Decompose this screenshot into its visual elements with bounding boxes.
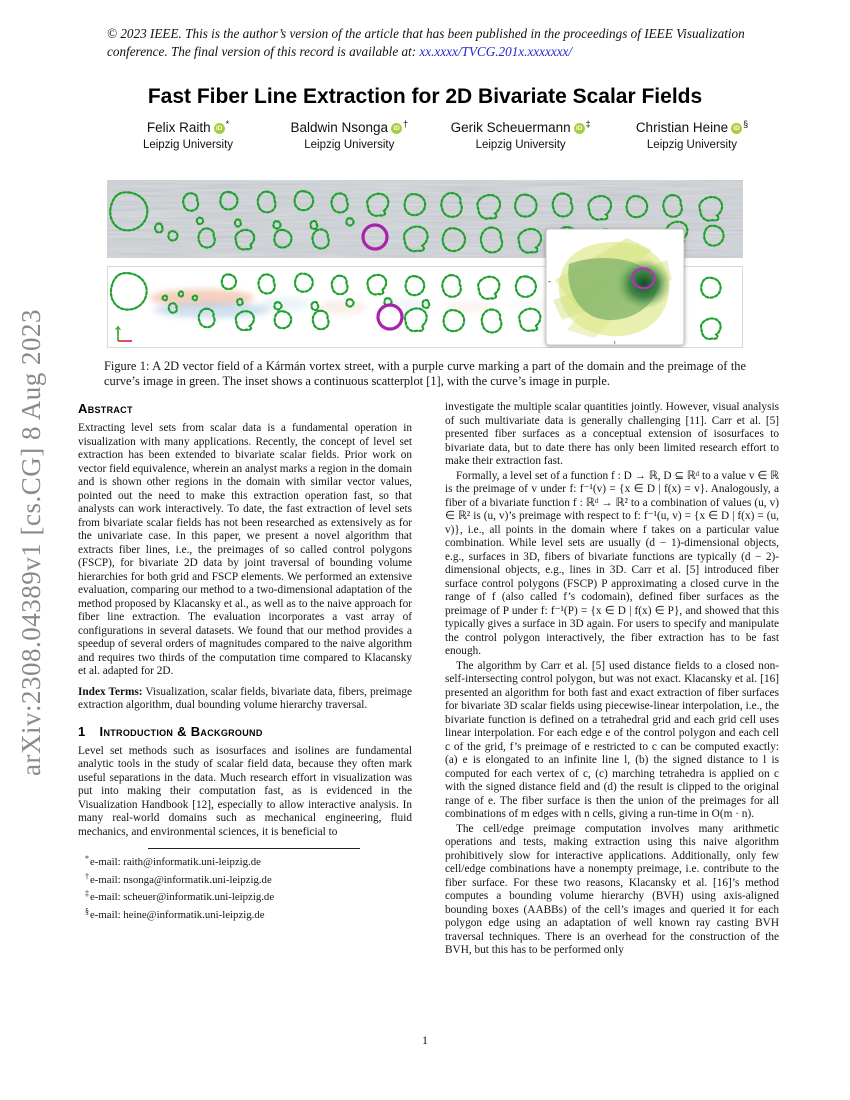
footnote-marker: § [85,907,89,917]
figure-caption-text: A 2D vector field of a Kármán vortex street, with a purple curve marking a part of the domain and the preimage of the curve’s image in green. The inset shows a continuous scatterplot [1], with the curve’s image in purple. [104,359,747,389]
arxiv-watermark: arXiv:2308.04389v1 [cs.CG] 8 Aug 2023 [16,309,46,777]
author-affiliation: Leipzig University [304,139,395,151]
author-1 [128,119,248,151]
footnote-marker: ‡ [85,889,89,899]
figure-caption [104,359,746,390]
footnote-4 [78,905,412,923]
index-terms [78,686,412,713]
orcid-icon[interactable]: iD [214,123,225,134]
footnote-3 [78,887,412,905]
copyright-notice [107,25,747,61]
body-paragraph: investigate the multiple scalar quantities jointly. However, visual analysis of such multivariate data is generally challenging [11]. Carr et al. [5] presented fiber surfaces as a conceptual extension of isosurfaces to bivariate data, but to date there has only been limited research effort to make their extraction fast. [445,401,779,467]
orcid-icon[interactable]: iD [574,123,585,134]
figure-1 [107,180,743,348]
footnote-text: e-mail: heine@informatik.uni-leipzig.de [90,909,265,922]
body-paragraph: The algorithm by Carr et al. [5] used distance fields to a closed non-self-intersecting control polygon, but was not exact. Klacansky et al. [16] presented an algorithm for both fast and exact extraction of fiber surfaces for bivariate 3D scalar fields using piecewise-linear interpolation, i.e., the bivariate function is defined on a tetrahedral grid and each grid cell uses linear interpolation. For each edge e of the control polygon and each cell c of the grid, f’s preimage of e restricted to c can be computed exactly: (a) e is elongated to an infinite line l, (b) the signed distance to l is computed for each vertex of c, (c) marching tetrahedra is applied on c with the signed distance field and (d) the result is clipped to the original range of e. The fiber surface is then the union of the preimages for all combinations of m edges with n cells, giving a run-time in O(m · n). [445,659,779,820]
left-column [78,401,412,923]
author-affiliation: Leipzig University [142,139,234,151]
author-name: Christian Heine [635,120,729,135]
author-2 [289,119,409,151]
author-affiliation: Leipzig University [475,139,566,151]
abstract-heading: Abstract [78,401,133,416]
footnote-marker: § [743,119,749,129]
author-3 [451,119,591,151]
author-4 [632,119,752,151]
author-name: Baldwin Nsonga [290,120,389,135]
right-column [445,401,779,958]
footnote-text: e-mail: raith@informatik.uni-leipzig.de [90,856,261,869]
section-number: 1 [78,723,86,739]
index-terms-label: Index Terms: [78,685,143,698]
abstract-text: Extracting level sets from scalar data is a fundamental operation in visualization with many applications. Recently, the concept of level set extraction has been extended to bivariate scalar fields. Prior work on vector field equivalence, wherein an analyst marks a region in the domain and is shown other regions in the domain with similar vector values, pointed out the need to make this extraction operation fast, so that analysts can work interactively. To date, the fast extraction of level sets from bivariate scalar fields has not been researched as extensively as for the univariate case. In this paper, we present a novel algorithm that extracts fiber lines, i.e., the preimages of so called control polygons (FSCP), for bivariate 2D data by joint traversal of bounding volume hierarchies for both grid and FSCP elements. We performed an extensive evaluation, comparing our method to a two-dimensional adaptation of the method proposed by Klacansky et al., as well as to the naive approach for fiber line extraction. The evaluation incorporates a vast array of configurations in several datasets. We found that our method provides a speedup of several orders of magnitudes compared to the naive algorithm and requires two thirds of the computation time compared to Klacansky et al. adapted for 2D. [78,422,412,677]
paper-title: Fast Fiber Line Extraction for 2D Bivariate Scalar Fields [147,85,703,108]
section-1-heading [78,724,412,739]
footnote-marker: * [85,854,89,864]
footnote-marker: † [403,119,409,129]
doi-link[interactable]: xx.xxxx/TVCG.201x.xxxxxxx/ [419,44,573,60]
author-name: Gerik Scheuermann [450,120,571,135]
footnote-2 [78,870,412,888]
footnote-marker: * [225,119,230,129]
figure-caption-label: Figure 1: [104,359,150,373]
footnotes [78,848,412,922]
scatterplot-inset [546,229,684,345]
index-terms-text: Visualization, scalar fields, bivariate data, fibers, preimage extraction algorithm, dual bounding volume hierarchy traversal. [78,685,413,711]
orcid-icon[interactable]: iD [391,123,402,134]
footnote-rule [148,848,360,849]
page-number: 1 [422,1033,428,1047]
footnote-marker: † [85,871,89,881]
intro-text: Level set methods such as isosurfaces and isolines are fundamental analytic tools in the study of scalar field data, because they often mark useful separations in the data. Much research effort in visualization was put into making their computation fast, as is evidenced in the Visualization Handbook [12], especially to allow interactive analysis. In many real-world domains such as mechanical engineering, fluid mechanics, and environmental sciences, it is beneficial to [78,744,412,838]
body-paragraph: Formally, a level set of a function f : D → ℝ, D ⊆ ℝᵈ to a value v ∈ ℝ is the preimage of v under f: f⁻¹(v) = {x ∈ D | f(x) = v}. Analogously, a fiber of a bivariate function f : ℝᵈ → ℝ² to a combination of values (u, v) ∈ ℝ² is (u, v)’s preimage with respect to f: f⁻¹(u, v) = {x ∈ D | f(x) = (u, v)}, i.e., all points in the domain where f takes on a particular value combination. While level sets are usually (d − 1)-dimensional objects, e.g., surfaces in 3D, fibers of bivariate functions are typically (d − 2)-dimensional objects, e.g., lines in 3D. Carr et al. [5] introduced fiber surface control polygons (FSCP) P approximating a closed curve in the range of f (also called f’s codomain), defined fiber surfaces as the preimage of P under f: f⁻¹(P) = {x ∈ D | f(x) ∈ P}, and showed that this typically gives a surface in 3D again. For users to specify and manipulate the control polygon interactively, the fiber extraction has to be fast enough. [445,469,779,657]
footnote-marker: ‡ [585,119,591,129]
footnote-text: e-mail: scheuer@informatik.uni-leipzig.de [90,891,275,904]
author-name: Felix Raith [146,120,211,135]
footnote-1 [78,852,412,870]
footnote-text: e-mail: nsonga@informatik.uni-leipzig.de [90,873,272,886]
section-title: Introduction & Background [99,723,263,739]
orcid-icon[interactable]: iD [731,123,742,134]
author-block [128,119,752,151]
copyright-text: © 2023 IEEE. This is the author’s version of the article that has been published in the proceedings of IEEE Visualization conference. The final version of this record is available at: [107,26,745,60]
author-affiliation: Leipzig University [646,139,738,151]
body-paragraph: The cell/edge preimage computation involves many arithmetic operations and tests, making extraction using this naive algorithm prohibitively slow for interactive applications. Additionally, only few cell/edge combinations have a nonempty preimage, i.e. contribute to the fiber surface. For these two reasons, Klacansky et al. [16]’s method computes a bounding volume hierarchy (BVH) using axis-aligned bounding boxes (AABBs) of the cell’s images and queried it for each polygon edge using an adaptation of well known ray casting BVH traversal techniques. There is an overhead for the construction of the BVH, but this has to be performed only [445,822,779,956]
